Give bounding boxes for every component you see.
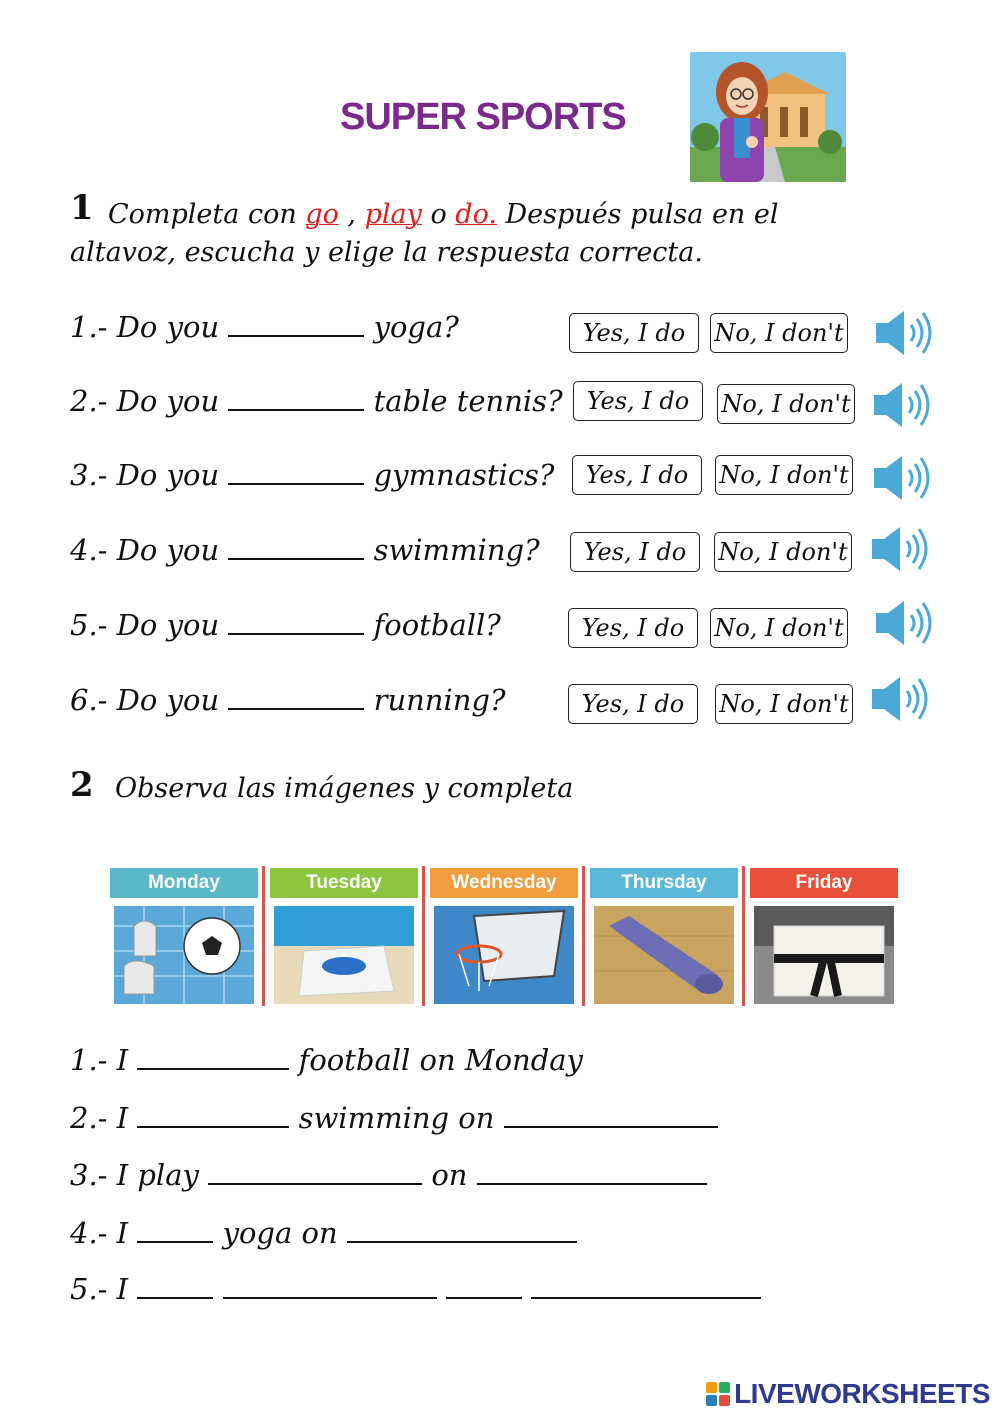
no-option[interactable]: No, I don't: [715, 684, 853, 724]
speaker-icon[interactable]: [870, 674, 932, 724]
question-4: [70, 533, 540, 567]
sentence-end: football on Monday: [298, 1043, 583, 1077]
answer-blank[interactable]: [347, 1237, 577, 1243]
section-1-instruction: [108, 196, 779, 234]
no-option[interactable]: No, I don't: [714, 532, 852, 572]
teacher-illustration: [690, 52, 846, 182]
question-start: 5.- Do you: [70, 608, 220, 642]
day-label: Thursday: [590, 868, 738, 898]
divider: [582, 866, 585, 1006]
day-card-tuesday: [270, 866, 418, 1006]
day-label: Monday: [110, 868, 258, 898]
answer-blank[interactable]: [504, 1122, 718, 1128]
yes-option[interactable]: Yes, I do: [570, 532, 700, 572]
question-3: [70, 458, 554, 492]
no-option[interactable]: No, I don't: [710, 313, 848, 353]
question-5: [70, 608, 501, 642]
question-start: 3.- Do you: [70, 458, 220, 492]
sentence-3: [70, 1158, 707, 1192]
section-1-number: 1: [70, 188, 94, 228]
answer-blank[interactable]: [446, 1293, 522, 1299]
brand-name: LIVEWORKSHEETS: [734, 1378, 990, 1409]
sentence-start: 2.- I: [70, 1101, 129, 1135]
section-2-instruction: Observa las imágenes y completa: [115, 773, 574, 804]
swimming-towel-goggles-image: [274, 906, 414, 1004]
answer-blank[interactable]: [228, 405, 364, 411]
answer-blank[interactable]: [223, 1293, 437, 1299]
day-card-thursday: [590, 866, 738, 1006]
liveworksheets-logo: [706, 1378, 990, 1410]
day-card-friday: [750, 866, 898, 1006]
page-title: SUPER SPORTS: [340, 96, 626, 138]
sentence-start: 5.- I: [70, 1272, 129, 1306]
question-1: [70, 310, 459, 344]
answer-blank[interactable]: [208, 1179, 422, 1185]
question-start: 6.- Do you: [70, 683, 220, 717]
question-end: football?: [373, 608, 501, 642]
weekday-activity-strip: [110, 866, 900, 1006]
instruction-o: o: [421, 199, 456, 230]
yes-option[interactable]: Yes, I do: [569, 313, 699, 353]
answer-blank[interactable]: [228, 554, 364, 560]
day-label: Tuesday: [270, 868, 418, 898]
goalkeeper-gloves-ball-image: [114, 906, 254, 1004]
answer-blank[interactable]: [137, 1064, 289, 1070]
sentence-mid: swimming on: [298, 1101, 495, 1135]
no-option[interactable]: No, I don't: [710, 608, 848, 648]
karate-uniform-belt-image: [754, 906, 894, 1004]
question-end: gymnastics?: [373, 458, 555, 492]
question-start: 4.- Do you: [70, 533, 220, 567]
section-2-number: 2: [70, 765, 94, 805]
question-start: 2.- Do you: [70, 384, 220, 418]
sentence-mid: yoga on: [222, 1216, 338, 1250]
sentence-mid: on: [431, 1158, 468, 1192]
basketball-hoop-image: [434, 906, 574, 1004]
speaker-icon[interactable]: [872, 380, 934, 430]
sentence-1: [70, 1043, 583, 1077]
instruction-text: Completa con: [108, 199, 306, 230]
answer-blank[interactable]: [137, 1293, 213, 1299]
answer-blank[interactable]: [228, 479, 364, 485]
sentence-start: 3.- I play: [70, 1158, 199, 1192]
speaker-icon[interactable]: [872, 453, 934, 503]
sentence-start: 1.- I: [70, 1043, 129, 1077]
divider: [742, 866, 745, 1006]
speaker-icon[interactable]: [870, 524, 932, 574]
sentence-4: [70, 1216, 577, 1250]
answer-blank[interactable]: [137, 1237, 213, 1243]
word-play: play: [364, 199, 422, 230]
answer-blank[interactable]: [228, 629, 364, 635]
day-label: Friday: [750, 868, 898, 898]
yoga-mat-image: [594, 906, 734, 1004]
speaker-icon[interactable]: [874, 598, 936, 648]
instruction-text-post: Después pulsa en el: [496, 199, 779, 230]
logo-mark-icon: [706, 1382, 730, 1406]
day-card-wednesday: [430, 866, 578, 1006]
answer-blank[interactable]: [531, 1293, 761, 1299]
yes-option[interactable]: Yes, I do: [573, 381, 703, 421]
yes-option[interactable]: Yes, I do: [568, 684, 698, 724]
question-start: 1.- Do you: [70, 310, 220, 344]
answer-blank[interactable]: [137, 1122, 289, 1128]
instruction-comma: ,: [338, 199, 365, 230]
divider: [262, 866, 265, 1006]
word-do: do.: [455, 199, 497, 230]
answer-blank[interactable]: [477, 1179, 707, 1185]
speaker-icon[interactable]: [874, 308, 936, 358]
question-end: table tennis?: [373, 384, 563, 418]
question-end: swimming?: [373, 533, 540, 567]
no-option[interactable]: No, I don't: [715, 455, 853, 495]
day-label: Wednesday: [430, 868, 578, 898]
question-6: [70, 683, 506, 717]
no-option[interactable]: No, I don't: [717, 384, 855, 424]
question-end: yoga?: [373, 310, 459, 344]
section-1-instruction-line2: altavoz, escucha y elige la respuesta correcta.: [70, 237, 703, 268]
yes-option[interactable]: Yes, I do: [568, 608, 698, 648]
answer-blank[interactable]: [228, 704, 364, 710]
sentence-start: 4.- I: [70, 1216, 129, 1250]
divider: [422, 866, 425, 1006]
answer-blank[interactable]: [228, 331, 364, 337]
question-2: [70, 384, 563, 418]
sentence-5: [70, 1272, 761, 1306]
yes-option[interactable]: Yes, I do: [572, 455, 702, 495]
day-card-monday: [110, 866, 258, 1006]
word-go: go: [305, 199, 339, 230]
question-end: running?: [373, 683, 506, 717]
sentence-2: [70, 1101, 718, 1135]
